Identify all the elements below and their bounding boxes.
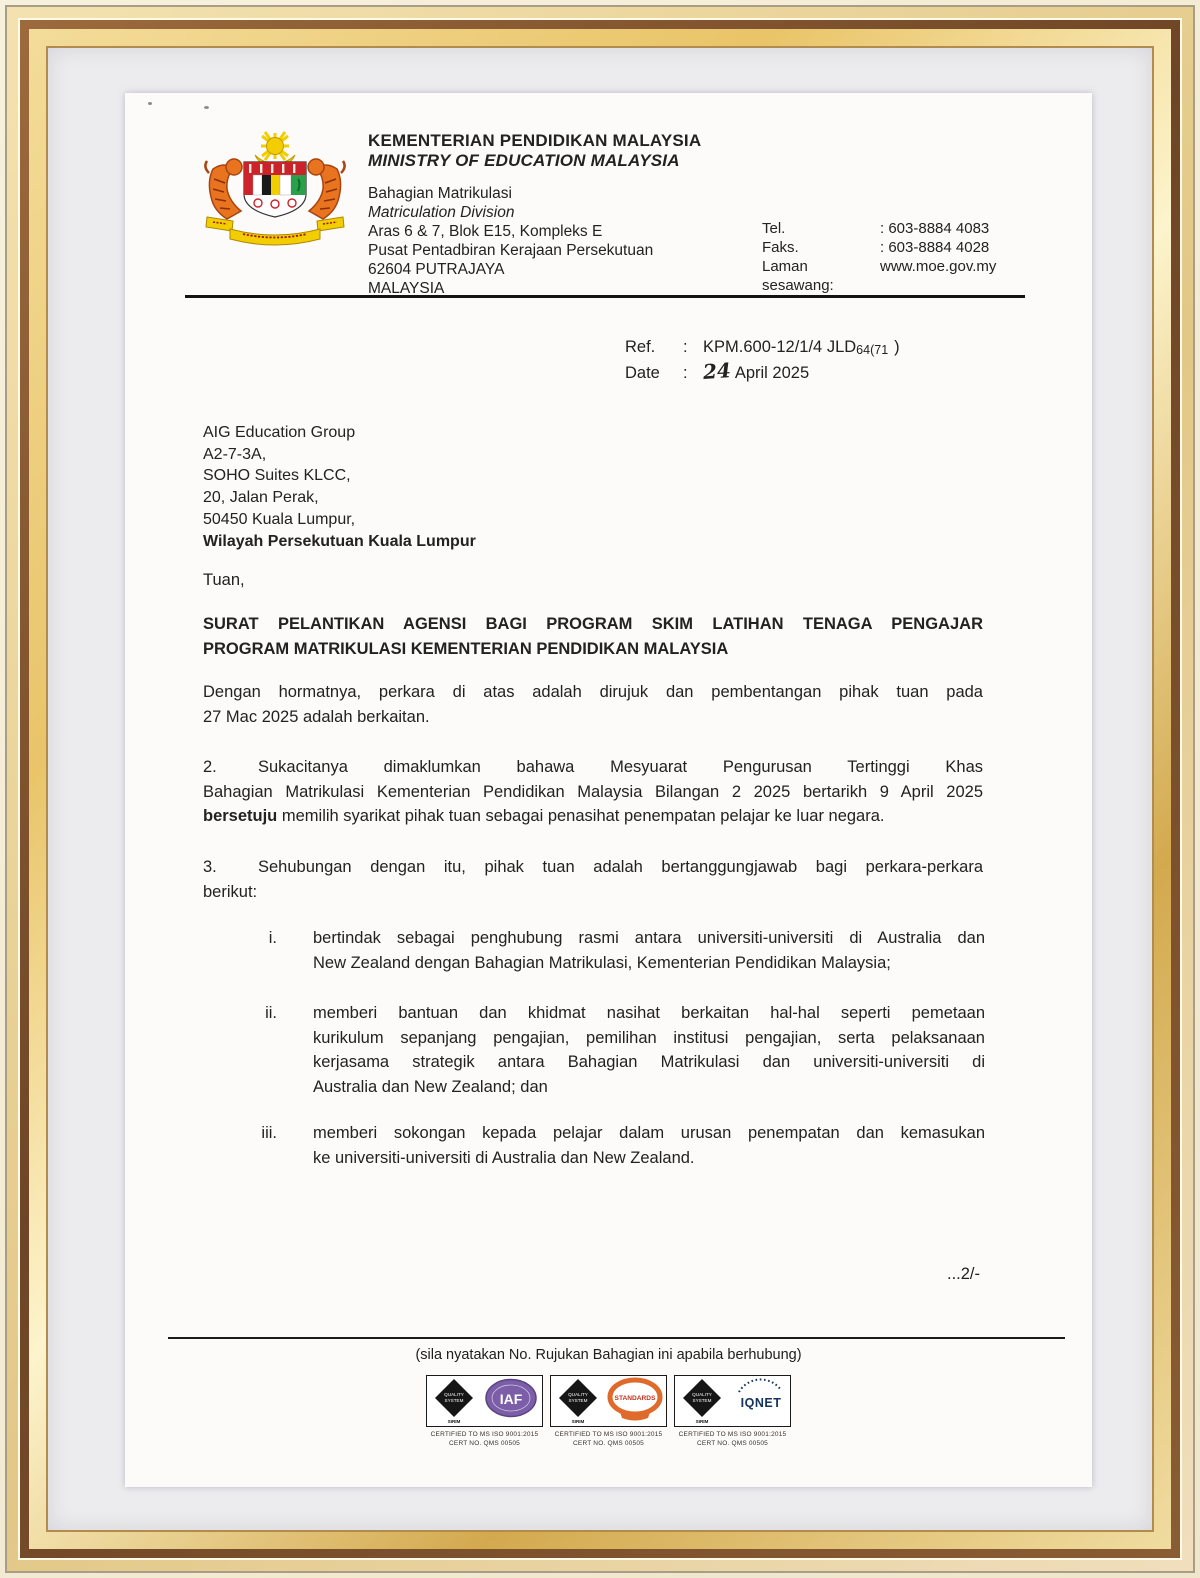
svg-text:SYSTEM: SYSTEM [692,1398,711,1403]
svg-text:SYSTEM: SYSTEM [444,1398,463,1403]
list-item-i: i. bertindak sebagai penghubung rasmi antara universiti-universiti di Australia dan New Zealand dengan Bahagian Matrikulasi, Kementerian Pendidikan Malaysia; [203,926,985,975]
svg-text:QUALITY: QUALITY [567,1392,588,1397]
iaf-logo: IAF [499,1391,522,1407]
svg-text:SIRIM: SIRIM [695,1419,708,1424]
letter-page [125,93,1092,1487]
list-item-iii: iii. memberi sokongan kepada pelajar dalam urusan penempatan dan kemasukan ke universiti-universiti di Australia dan New Zealand. [203,1121,985,1170]
svg-text:SIRIM: SIRIM [571,1419,584,1424]
iqnet-logo: IQNET [740,1396,781,1410]
recipient-address [203,422,476,552]
frame-mat [48,48,1152,1530]
recipient-line: SOHO Suites KLCC, [203,467,351,485]
svg-text:QUALITY: QUALITY [443,1392,464,1397]
date-value: April 2025 [734,364,810,382]
web-label: Laman sesawang: [762,258,834,294]
ministry-name-my: KEMENTERIAN PENDIDIKAN MALAYSIA [368,131,702,150]
paragraph-1: Dengan hormatnya, perkara di atas adalah dirujuk dan pembentangan pihak tuan pada 27 Mac 2025 adalah berkaitan. [203,683,983,726]
date-label: Date [625,364,660,382]
list-numeral: iii. [261,1124,277,1142]
address-line: Pusat Pentadbiran Kerajaan Persekutuan [368,242,654,259]
division-name-my: Bahagian Matrikulasi [368,185,512,202]
recipient-line: 20, Jalan Perak, [203,489,319,507]
contact-block [762,219,996,295]
ref-number-suffix: 64(71 [856,343,889,357]
list-numeral: ii. [265,1004,277,1022]
footer-note: (sila nyatakan No. Rujukan Bahagian ini apabila berhubung) [415,1347,802,1363]
paragraph-3: 3. Sehubungan dengan itu, pihak tuan adalah bertanggungjawab bagi perkara-perkara berikut: [203,855,983,904]
letterhead [368,131,701,298]
recipient-line: A2-7-3A, [203,445,267,463]
ministry-name-en: MINISTRY OF EDUCATION MALAYSIA [368,151,680,170]
footer-divider [168,1337,1065,1339]
continuation-marker: ...2/- [946,1265,980,1283]
certification-badges [125,1375,1092,1448]
standards-logo: STANDARDS [614,1395,655,1402]
web-value: www.moe.gov.my [880,258,997,275]
handwritten-date-day: 24 [702,358,732,384]
letterhead-divider [185,295,1025,298]
address-line: MALAYSIA [368,280,445,297]
badge-sirim-iqnet: QUALITY SYSTEM SIRIM IQNET CERTIFIED TO MS ISO 9001:2015 CERT NO. QMS 00505 [671,1375,795,1448]
svg-text:SYSTEM: SYSTEM [568,1398,587,1403]
division-name-en: Matriculation Division [368,204,515,221]
salutation: Tuan, [203,571,245,589]
list-item-ii: ii. memberi bantuan dan khidmat nasihat berkaitan hal-hal seperti pemetaan kurikulum sepanjang pengajian, pemilihan institusi pengajian, serta pelaksanaan kerjasama strategik antara Bahagian Matrikulasi dan universiti-universiti di Australia dan New Zealand; dan [203,1001,985,1099]
malaysia-coat-of-arms-icon [199,131,351,247]
subject-heading: SURAT PELANTIKAN AGENSI BAGI PROGRAM SKIM LATIHAN TENAGA PENGAJAR PROGRAM MATRIKULASI KEMENTERIAN PENDIDIKAN MALAYSIA [203,615,983,658]
recipient-line: 50450 Kuala Lumpur, [203,510,356,528]
badge-sirim-standards: QUALITY SYSTEM SIRIM STANDARDS CERTIFIED TO MS ISO 9001:2015 CERT NO. QMS 00505 [547,1375,671,1448]
tel-label: Tel. [762,220,786,237]
scan-speck [148,102,152,105]
ref-label: Ref. [625,338,656,356]
recipient-state: Wilayah Persekutuan Kuala Lumpur [203,532,476,550]
tel-value: : 603-8884 4083 [880,220,990,237]
svg-text:QUALITY: QUALITY [691,1392,712,1397]
recipient-line: AIG Education Group [203,424,356,441]
scan-speck [204,106,209,109]
paragraph-number: 2. [203,758,217,776]
list-numeral: i. [268,929,277,947]
tiger-right [308,159,345,219]
reference-block: Ref. : KPM.600-12/1/4 JLD 64(71 ) Date : 24 April 2025 [625,338,900,384]
address-line: Aras 6 & 7, Blok E15, Kompleks E [368,223,603,240]
faks-value: : 603-8884 4028 [880,239,990,256]
paragraph-number: 3. [203,858,217,876]
faks-label: Faks. [762,239,799,256]
badge-sirim-iaf: QUALITY SYSTEM SIRIM IAF CERTIFIED TO MS ISO 9001:2015 CERT NO. QMS 00505 [423,1375,547,1448]
address-line: 62604 PUTRAJAYA [368,261,505,278]
ref-number: KPM.600-12/1/4 JLD [703,338,857,356]
tiger-left [205,159,242,219]
svg-text:SIRIM: SIRIM [447,1419,460,1424]
paragraph-2: 2. Sukacitanya dimaklumkan bahawa Mesyuarat Pengurusan Tertinggi Khas Bahagian Matrikulasi Kementerian Pendidikan Malaysia Bilangan 2 2025 bertarikh 9 April 2025 bersetuju memilih syarikat pihak tuan sebagai penasihat penempatan pelajar ke luar negara. [203,755,983,829]
